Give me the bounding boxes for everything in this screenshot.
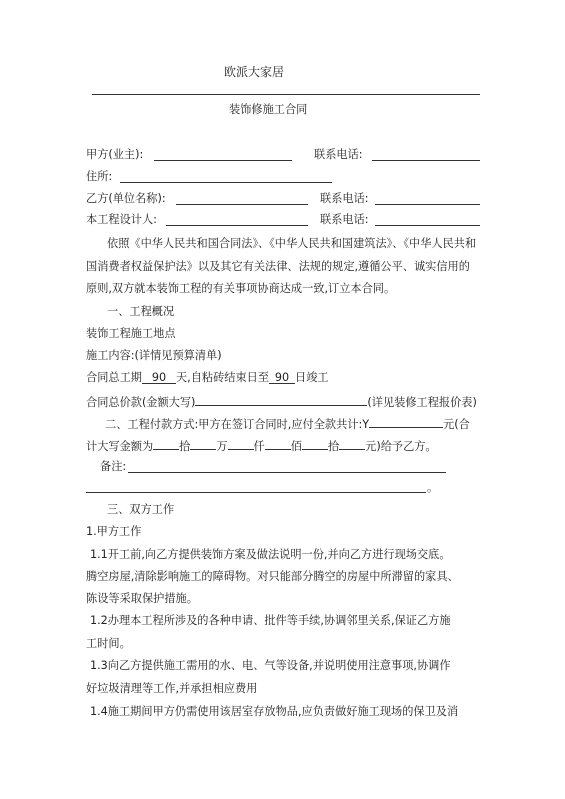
period-days-2: 90 (269, 371, 295, 384)
item-1-4-line-1: 1.4施工期间甲方仍需使用该居室存放物品,应负责做好施工现场的保卫及消 (90, 705, 459, 718)
intro-line-2: 国消费者权益保护法》以及其它有关法律、法规的规定,遵循公平、诚实信用的 (86, 260, 470, 273)
party-a-duties-heading: 1.甲方工作 (86, 525, 142, 538)
designer-phone-blank (375, 225, 480, 226)
period-prefix: 合同总工期 (86, 371, 142, 384)
remark-blank (128, 472, 446, 473)
amount-blank-4 (265, 437, 291, 450)
party-a-phone-label: 联系电话: (314, 148, 363, 161)
party-b-phone-label: 联系电话: (320, 192, 369, 205)
intro-line-3: 原则,双方就本装饰工程的有关事项协商达成一致,订立本合同。 (86, 282, 396, 295)
designer-blank (166, 225, 308, 226)
site-label: 装饰工程施工地点 (86, 327, 176, 340)
amount-blank-5 (302, 437, 328, 450)
unit-bai: 佰 (290, 440, 302, 453)
item-1-2-line-1: 1.2办理本工程所涉及的各种申请、批件等手续,协调邻里关系,保证乙方施 (90, 614, 451, 627)
unit-qian: 仟 (253, 440, 265, 453)
price-blank (195, 393, 367, 406)
address-blank (120, 182, 332, 183)
party-b-phone-blank (375, 204, 480, 205)
price-suffix: (详见装修工程报价表) (367, 396, 477, 409)
remark-blank-2 (86, 492, 426, 493)
amount-label: 计大写金额为 (86, 440, 154, 453)
price-line (86, 393, 477, 410)
company-name: 欧派大家居 (224, 65, 285, 79)
payment-amount-blank (369, 415, 443, 428)
amount-blank-2 (190, 437, 216, 450)
amount-blank-1 (153, 437, 179, 450)
party-b-blank (176, 204, 308, 205)
period-days: 90 (142, 371, 176, 384)
item-1-3-line-2: 好垃圾清理等工作,并承担相应费用 (86, 682, 258, 695)
party-a-label: 甲方(业主): (86, 148, 144, 161)
party-a-phone-blank (372, 160, 480, 161)
payment-line-1 (105, 415, 470, 432)
payment-line-2 (86, 437, 437, 454)
payment-prefix: 二、工程付款方式:甲方在签订合同时,应付全款共计:Y (105, 418, 370, 431)
unit-shi-1: 拾 (179, 440, 191, 453)
unit-wan: 万 (216, 440, 228, 453)
period-mid: 天,自粘砖结束日至 (175, 371, 270, 384)
intro-line-1: 依照《中华人民共和国合同法》、《中华人民共和国建筑法》、《中华人民共和 (107, 237, 477, 250)
period-line (86, 371, 329, 385)
amount-blank-6 (339, 437, 365, 450)
header-rule (92, 94, 480, 95)
unit-shi-2: 拾 (327, 440, 340, 453)
party-b-label: 乙方(单位名称): (86, 192, 166, 205)
item-1-1-line-1: 1.1开工前,向乙方提供装饰方案及做法说明一份,并向乙方进行现场交底。 (90, 548, 451, 561)
item-1-3-line-1: 1.3向乙方提供施工需用的水、电、气等设备,并说明使用注意事项,协调作 (90, 659, 451, 672)
content-label: 施工内容:(详情见预算清单) (86, 349, 222, 362)
payment-suffix: 元(合 (443, 418, 470, 431)
item-1-1-line-3: 陈设等采取保护措施。 (86, 592, 198, 605)
period-suffix: 日竣工 (295, 371, 329, 384)
amount-blank-3 (228, 437, 254, 450)
section-1-heading: 一、工程概况 (107, 305, 175, 318)
amount-end: 元)给予乙方。 (365, 440, 437, 453)
price-prefix: 合同总价款(金额大写) (86, 396, 196, 409)
section-3-heading: 三、双方工作 (107, 503, 175, 516)
address-label: 住所: (86, 170, 113, 183)
item-1-2-line-2: 工时间。 (86, 637, 131, 650)
remark-label: 备注: (100, 460, 127, 473)
party-a-blank (154, 160, 292, 161)
designer-label: 本工程设计人: (86, 213, 157, 226)
remark-end-mark: 。 (427, 481, 439, 494)
designer-phone-label: 联系电话: (320, 213, 369, 226)
contract-title: 装饰修施工合同 (229, 103, 308, 116)
item-1-1-line-2: 腾空房屋,清除影响施工的障碍物。对只能部分腾空的房屋中所滞留的家具、 (86, 570, 459, 583)
